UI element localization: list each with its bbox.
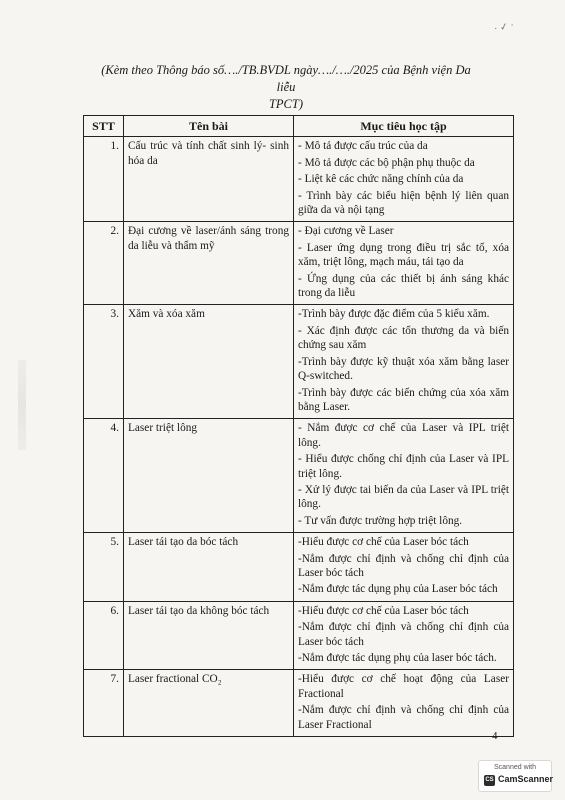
subtitle-line-1: (Kèm theo Thông báo số…./TB.BVDL ngày…./…./2025 của Bệnh viện Da liễu	[101, 63, 471, 94]
learning-goal-item: -Trình bày được kỹ thuật xóa xăm bằng laser Q-switched.	[298, 355, 509, 383]
learning-goal-item: - Xử lý được tai biến da của Laser và IPL triệt lông.	[298, 483, 509, 511]
handwritten-mark: · ✓ ·	[493, 20, 515, 35]
lesson-name: Laser fractional CO₂	[124, 670, 294, 737]
table-row	[84, 137, 514, 222]
row-number: 6.	[84, 601, 124, 670]
learning-goal-item: - Mô tả được các bộ phận phụ thuộc da	[298, 156, 475, 169]
header-lesson-name: Tên bài	[124, 116, 294, 137]
learning-goals	[294, 533, 514, 602]
camscanner-icon: CS	[484, 775, 495, 786]
table-row	[84, 419, 514, 533]
learning-goal-item: -Trình bày được đặc điểm của 5 kiểu xăm.	[298, 308, 490, 321]
learning-goal-item: - Trình bày các biểu hiện bệnh lý liên quan giữa da và nội tạng	[298, 189, 509, 217]
learning-goals	[294, 601, 514, 670]
scan-shadow	[18, 360, 26, 450]
row-number: 2.	[84, 222, 124, 305]
learning-goal-item: - Nắm được cơ chế của Laser và IPL triệt lông.	[298, 422, 509, 449]
lesson-name: Laser tái tạo da không bóc tách	[124, 601, 294, 670]
table-header-row	[84, 116, 514, 137]
learning-goal-item: - Hiểu được chống chỉ định của Laser và IPL triệt lông.	[298, 453, 509, 480]
lesson-name: Laser tái tạo da bóc tách	[124, 533, 294, 602]
row-number: 5.	[84, 533, 124, 602]
document-subtitle	[96, 62, 476, 113]
learning-goals	[294, 137, 514, 222]
row-number: 7.	[84, 670, 124, 737]
learning-goal-item: -Nắm được tác dụng phụ của laser bóc tách.	[298, 652, 497, 664]
learning-goal-item: -Nắm được chỉ định và chống chỉ định của Laser bóc tách	[298, 621, 509, 648]
learning-goal-item: -Nắm được tác dụng phụ của Laser bóc tách	[298, 583, 498, 596]
learning-goal-item: - Tư vấn được trường hợp triệt lông.	[298, 514, 463, 527]
learning-goal-item: -Hiểu được cơ chế hoạt động của Laser Fractional	[298, 673, 509, 700]
lesson-name: Laser triệt lông	[124, 419, 294, 533]
learning-goal-item: -Hiểu được cơ chế của Laser bóc tách	[298, 604, 469, 617]
scanner-caption: Scanned with	[493, 764, 537, 771]
learning-goal-item: - Mô tả được cấu trúc của da	[298, 140, 428, 153]
row-number: 1.	[84, 137, 124, 222]
scanner-name: CamScanner	[498, 774, 554, 784]
header-learning-goals: Mục tiêu học tập	[294, 116, 514, 137]
lesson-name: Xăm và xóa xăm	[124, 305, 294, 419]
table-row	[84, 305, 514, 419]
learning-goals	[294, 222, 514, 305]
learning-goals	[294, 305, 514, 419]
learning-goal-item: - Ứng dụng của các thiết bị ánh sáng khác trong da liễu	[298, 272, 509, 300]
page-number: 4	[492, 730, 498, 742]
header-stt: STT	[84, 116, 124, 137]
learning-goals	[294, 670, 514, 737]
lesson-name: Đại cương về laser/ánh sáng trong da liễu và thẩm mỹ	[124, 222, 294, 305]
lesson-name: Cấu trúc và tính chất sinh lý- sinh hóa da	[124, 137, 294, 222]
learning-goal-item: - Liệt kê các chức năng chính của da	[298, 173, 464, 186]
learning-goal-item: -Nắm được chỉ định và chống chỉ định của Laser bóc tách	[298, 552, 509, 579]
curriculum-table	[83, 115, 514, 737]
row-number: 3.	[84, 305, 124, 419]
learning-goal-item: -Trình bày được các biến chứng của xóa xăm bằng Laser.	[298, 386, 509, 413]
subtitle-line-2: TPCT)	[268, 97, 304, 111]
learning-goal-item: - Laser ứng dụng trong điều trị sắc tố, xóa xăm, triệt lông, mạch máu, tái tạo da	[298, 241, 509, 269]
row-number: 4.	[84, 419, 124, 533]
table-row	[84, 533, 514, 602]
learning-goal-item: -Nắm được chỉ định và chống chỉ định của Laser Fractional	[298, 704, 509, 731]
learning-goal-item: -Hiểu được cơ chế của Laser bóc tách	[298, 536, 469, 549]
learning-goal-item: - Xác định được các tổn thương da và biến chứng sau xăm	[298, 324, 509, 352]
table-row	[84, 670, 514, 737]
learning-goal-item: - Đại cương về Laser	[298, 225, 394, 238]
learning-goals	[294, 419, 514, 533]
table-row	[84, 601, 514, 670]
table-row	[84, 222, 514, 305]
camscanner-badge	[478, 760, 552, 792]
